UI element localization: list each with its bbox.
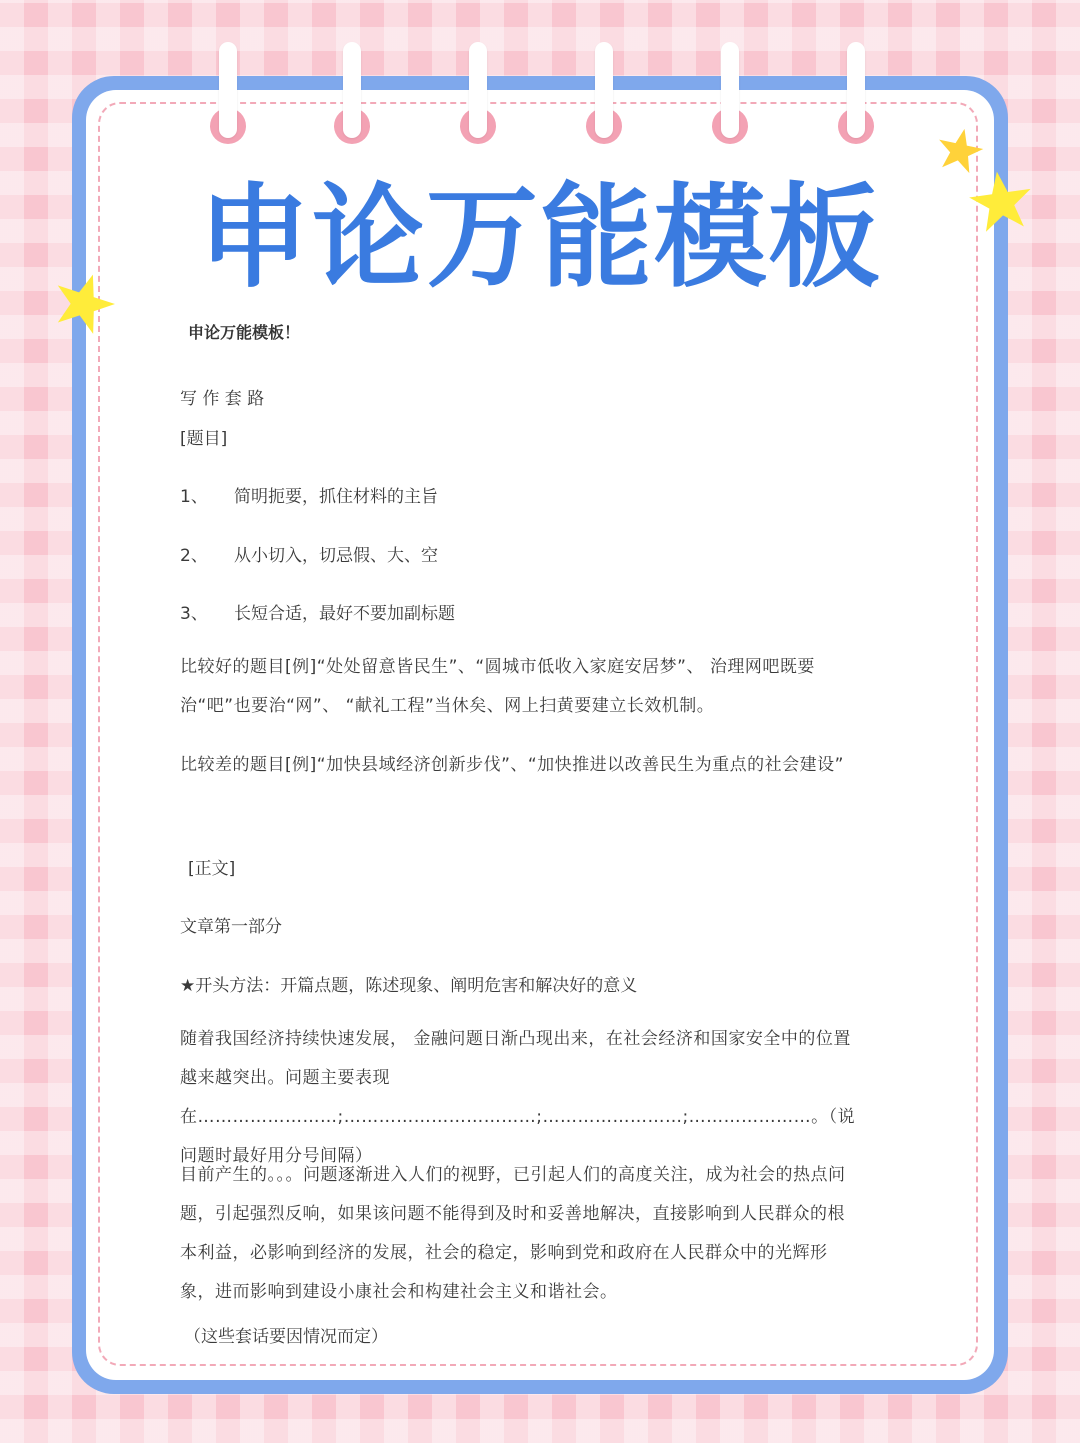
title-tag: [题目] — [180, 429, 228, 449]
list-text: 长短合适，最好不要加副标题 — [234, 604, 455, 624]
binder-ring-icon — [710, 42, 750, 152]
list-number: 2、 — [180, 546, 208, 566]
paragraph-note: （这些套话要因情况而定） — [184, 1327, 388, 1347]
binder-ring-icon — [332, 42, 372, 152]
good-examples-paragraph: 比较好的题目[例]“处处留意皆民生”、“圆城市低收入家庭安居梦”、 治理网吧既要治“吧”也要治“网”、 “献礼工程”当休矣、网上扫黄要建立长效机制。 — [180, 657, 815, 716]
binder-ring-icon — [836, 42, 876, 152]
binder-ring-icon — [584, 42, 624, 152]
section-heading: 写 作 套 路 — [180, 389, 265, 409]
body-tag: [正文] — [188, 859, 236, 879]
list-text: 简明扼要，抓住材料的主旨 — [234, 487, 438, 507]
paragraph: 目前产生的。。。问题逐渐进入人们的视野，已引起人们的高度关注，成为社会的热点问题，引起强烈反响，如果该问题不能得到及时和妥善地解决，直接影响到人民群众的根本利益，必影响到经济的发展，社会的稳定，影响到党和政府在人民群众中的光辉形象，进而影响到建设小康社会和构建社会主义和谐社会。 — [180, 1165, 846, 1302]
document-title: 申论万能模板！ — [188, 323, 301, 342]
list-number: 1、 — [180, 487, 208, 507]
opening-method: ★开头方法：开篇点题，陈述现象、阐明危害和解决好的意义 — [180, 976, 638, 996]
list-item — [180, 599, 455, 624]
paragraph: 随着我国经济持续快速发展， 金融问题日渐凸现出来，在社会经济和国家安全中的位置越来越突出。问题主要表现在……………………;……………………………;……………………;…………………。（说问题时最好用分号间隔） — [180, 1029, 856, 1166]
binder-ring-icon — [208, 42, 248, 152]
list-item — [180, 482, 438, 507]
star-icon — [52, 270, 116, 334]
star-icon — [936, 126, 984, 174]
binder-ring-icon — [458, 42, 498, 152]
page-title: 申论万能模板 — [198, 173, 882, 303]
list-number: 3、 — [180, 604, 208, 624]
list-item — [180, 541, 438, 566]
list-text: 从小切入，切忌假、大、空 — [234, 546, 438, 566]
bad-examples-paragraph: 比较差的题目[例]“加快县域经济创新步伐”、“加快推进以改善民生为重点的社会建设” — [180, 755, 844, 775]
part-heading: 文章第一部分 — [180, 917, 282, 937]
star-icon — [968, 168, 1034, 234]
